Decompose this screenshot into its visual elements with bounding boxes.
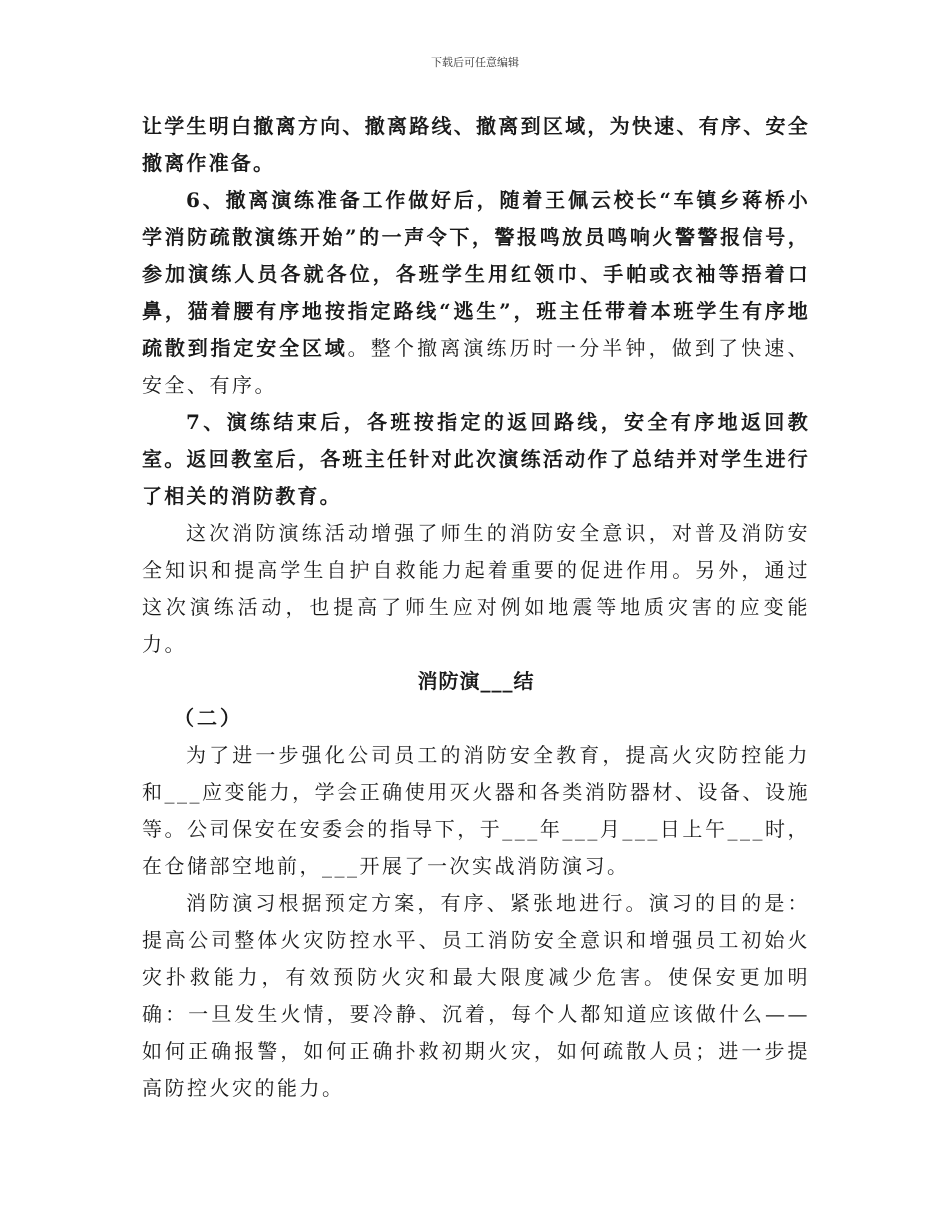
step-6-bold-text: 6、撤离演练准备工作做好后，随着王佩云校长“车镇乡蒋桥小学消防疏散演练开始”的一声令下，警报鸣放员鸣响火警警报信号，参加演练人员各就各位，各班学生用红领巾、手帕或衣袖等捂着口鼻，猫着腰有序地按指定路线“逃生”，班主任带着本班学生有序地疏散到指定安全区域 <box>142 188 810 360</box>
page-header: 下载后可任意编辑 <box>431 56 519 69</box>
paragraph-step-6 <box>142 182 810 404</box>
section-subtitle: （二） <box>174 706 243 730</box>
paragraph-evacuation-direction: 让学生明白撤离方向、撤离路线、撤离到区域，为快速、有序、安全撤离作准备。 <box>142 114 810 175</box>
section-title: 消防演___结 <box>417 669 535 693</box>
document-body <box>142 108 810 1107</box>
step-6-normal-text: 。整个撤离演练历时一分半钟，做到了快速、安全、有序。 <box>142 336 810 397</box>
paragraph-company-drill: 为了进一步强化公司员工的消防安全教育，提高火灾防控能力和___应变能力，学会正确使用灭火器和各类消防器材、设备、设施等。公司保安在安委会的指导下，于___年___月___日上午___时，在仓储部空地前，___开展了一次实战消防演习。 <box>142 743 810 878</box>
paragraph-drill-purpose: 消防演习根据预定方案，有序、紧张地进行。演习的目的是：提高公司整体火灾防控水平、员工消防安全意识和增强员工初始火灾扑救能力，有效预防火灾和最大限度减少危害。使保安更加明确：一旦发生火情，要冷静、沉着，每个人都知道应该做什么——如何正确报警，如何正确扑救初期火灾，如何疏散人员；进一步提高防控火灾的能力。 <box>142 891 810 1100</box>
paragraph-summary: 这次消防演练活动增强了师生的消防安全意识，对普及消防安全知识和提高学生自护自救能力起着重要的促进作用。另外，通过这次演练活动，也提高了师生应对例如地震等地质灾害的应变能力。 <box>142 521 810 656</box>
paragraph-step-7: 7、演练结束后，各班按指定的返回路线，安全有序地返回教室。返回教室后，各班主任针对此次演练活动作了总结并对学生进行了相关的消防教育。 <box>142 410 810 508</box>
